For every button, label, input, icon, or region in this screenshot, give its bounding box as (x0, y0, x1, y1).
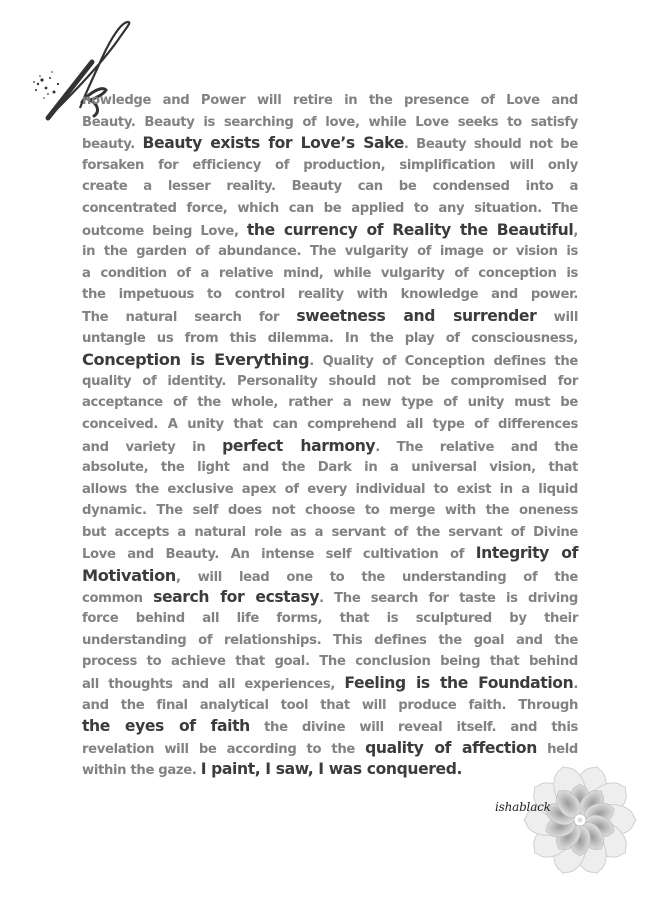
text-line (82, 414, 578, 436)
highlighted-phrase: Motivation (82, 566, 176, 586)
body-text: revelation will be according to the (82, 741, 366, 757)
body-text: a condition of a relative mind, while vulgarity of conception is (82, 265, 578, 281)
body-text: process to achieve that goal. The conclusion being that behind (82, 654, 578, 670)
highlighted-phrase: sweetness and surrender (296, 306, 537, 325)
body-text: the divine will reveal itself. and this (249, 720, 578, 736)
text-line (82, 522, 578, 544)
highlighted-phrase: the currency of Reality the Beautiful (246, 220, 574, 239)
text-line (82, 392, 578, 414)
text-line (82, 759, 578, 781)
text-line (82, 695, 578, 717)
highlighted-phrase: the eyes of faith (82, 717, 250, 736)
body-text: Love and Beauty. An intense self cultivation of (82, 547, 476, 563)
text-line (82, 651, 578, 673)
highlighted-phrase: search for ecstasy (153, 587, 320, 606)
drop-cap-letter: K (28, 18, 29, 19)
body-text: create a lesser reality. Beauty can be condensed into a (82, 179, 578, 195)
text-line (82, 133, 578, 155)
body-text: will (536, 309, 578, 325)
lotus-flower-ornament (520, 760, 640, 880)
body-text: . The search for taste is driving (319, 590, 578, 606)
body-text: nowledge and Power will retire in the presence of Love and (82, 93, 578, 108)
body-text: , will lead one to the understanding of the (175, 570, 578, 586)
body-text: held (536, 741, 578, 757)
body-text: . (573, 677, 578, 693)
text-line (82, 328, 578, 350)
highlighted-phrase: I paint, I saw, I was conquered. (200, 760, 463, 779)
highlighted-phrase: Beauty exists for Love’s Sake (142, 134, 404, 153)
text-line (82, 220, 578, 242)
body-text: dynamic. The self does not choose to merge with the oneness (82, 503, 578, 519)
text-line (82, 716, 578, 738)
highlighted-phrase: quality of affection (365, 738, 537, 757)
body-text: all thoughts and all experiences, (82, 677, 345, 693)
text-line (82, 738, 578, 760)
body-text: allows the exclusive apex of every individual to exist in a liquid (82, 481, 578, 497)
text-line (82, 565, 578, 587)
text-line (82, 306, 578, 328)
body-text: common (82, 590, 154, 606)
highlighted-phrase: Feeling is the Foundation (344, 674, 574, 693)
body-text: untangle us from this dilemma. In the play of consciousness, (82, 330, 578, 346)
body-text: . Quality of Conception defines the (309, 354, 578, 370)
text-line (82, 543, 578, 565)
body-text: conceived. A unity that can comprehend all type of differences (82, 416, 578, 432)
body-text: force behind all life forms, that is sculptured by their (82, 611, 578, 627)
body-text: . Beauty should not be (403, 137, 578, 153)
manifesto-text (82, 90, 578, 781)
text-line (82, 500, 578, 522)
body-text: absolute, the light and the Dark in a universal vision, that (82, 460, 578, 476)
text-line (82, 608, 578, 630)
highlighted-phrase: perfect harmony (222, 436, 376, 455)
text-line (82, 371, 578, 393)
text-line (82, 198, 578, 220)
body-text: outcome being Love, (82, 223, 247, 239)
body-text: beauty. (82, 137, 143, 153)
highlighted-phrase: Integrity of (475, 544, 578, 563)
body-text: the impetuous to control reality with knowledge and power. (82, 287, 578, 303)
text-line (82, 587, 578, 609)
text-line (82, 90, 578, 112)
text-line (82, 155, 578, 177)
body-text: within the gaze. (82, 763, 201, 779)
text-line (82, 263, 578, 285)
body-text: Beauty. Beauty is searching of love, while Love seeks to satisfy (82, 114, 578, 130)
body-text: and variety in (82, 439, 223, 455)
text-line (82, 241, 578, 263)
body-text: forsaken for efficiency of production, simplification will only (82, 157, 578, 173)
body-text: concentrated force, which can be applied to any situation. The (82, 200, 578, 216)
text-line (82, 457, 578, 479)
body-text: and the final analytical tool that will produce faith. Through (82, 697, 578, 713)
body-text: but accepts a natural role as a servant of the servant of Divine (82, 524, 578, 540)
text-line (82, 630, 578, 652)
body-text: The natural search for (82, 309, 297, 325)
body-text: . The relative and the (375, 439, 578, 455)
body-text: quality of identity. Personality should not be compromised for (82, 373, 578, 389)
text-line (82, 479, 578, 501)
text-line (82, 284, 578, 306)
body-text: in the garden of abundance. The vulgarity of image or vision is (82, 244, 578, 260)
body-text: acceptance of the whole, rather a new type of unity must be (82, 395, 578, 411)
body-text: understanding of relationships. This defines the goal and the (82, 632, 578, 648)
body-text: , (573, 223, 578, 239)
text-line (82, 176, 578, 198)
artist-signature: ishablack (495, 800, 551, 814)
text-line (82, 673, 578, 695)
text-line (82, 112, 578, 134)
highlighted-phrase: Conception is Everything (82, 350, 310, 370)
text-line (82, 349, 578, 371)
text-line (82, 436, 578, 458)
